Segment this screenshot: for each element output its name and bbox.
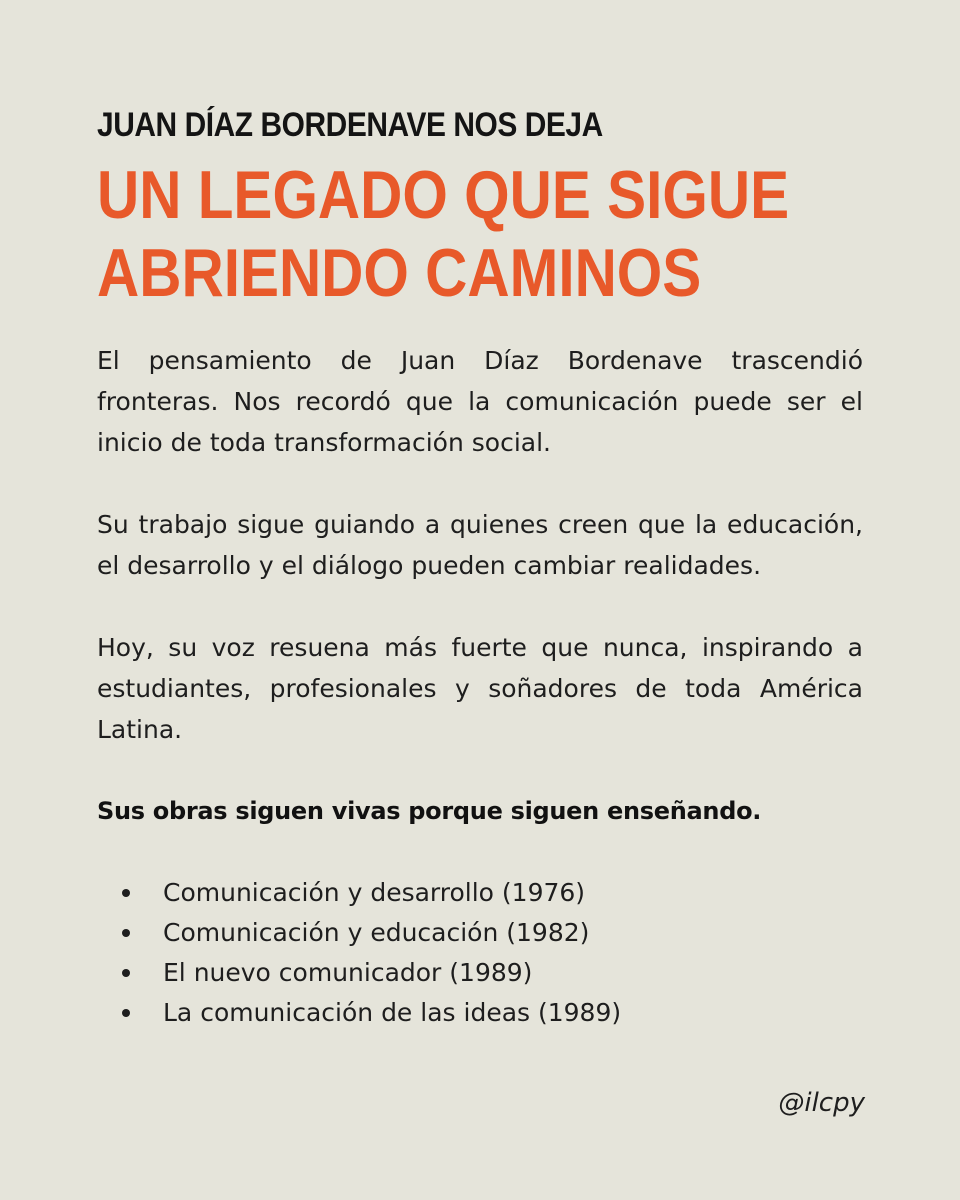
works-list (97, 873, 863, 1033)
work-title: El nuevo comunicador (1989) (163, 958, 533, 987)
bullet-icon (122, 889, 130, 897)
work-title: Comunicación y educación (1982) (163, 918, 590, 947)
post-content (97, 100, 863, 1033)
bullet-icon (122, 969, 130, 977)
list-item (97, 913, 863, 953)
paragraph-1: El pensamiento de Juan Díaz Bordenave trascendió fronteras. Nos recordó que la comunicación puede ser el inicio de toda transformación social. (97, 346, 863, 457)
list-item (97, 993, 863, 1033)
kicker-title: JUAN DÍAZ BORDENAVE NOS DEJA (97, 106, 603, 144)
headline-line-2: ABRIENDO CAMINOS (97, 235, 702, 311)
list-item (97, 873, 863, 913)
bullet-icon (122, 1009, 130, 1017)
work-title: Comunicación y desarrollo (1976) (163, 878, 586, 907)
headline (97, 156, 863, 312)
headline-line-1: UN LEGADO QUE SIGUE (97, 157, 790, 233)
social-handle: @ilcpy (778, 1088, 865, 1118)
work-title: La comunicación de las ideas (1989) (163, 998, 622, 1027)
list-item (97, 953, 863, 993)
paragraph-2: Su trabajo sigue guiando a quienes creen que la educación, el desarrollo y el diálogo pueden cambiar realidades. (97, 510, 863, 580)
paragraph-3: Hoy, su voz resuena más fuerte que nunca, inspirando a estudiantes, profesionales y soñadores de toda América Latina. (97, 633, 863, 744)
bullet-icon (122, 929, 130, 937)
emphasis-line: Sus obras siguen vivas porque siguen enseñando. (97, 797, 762, 825)
